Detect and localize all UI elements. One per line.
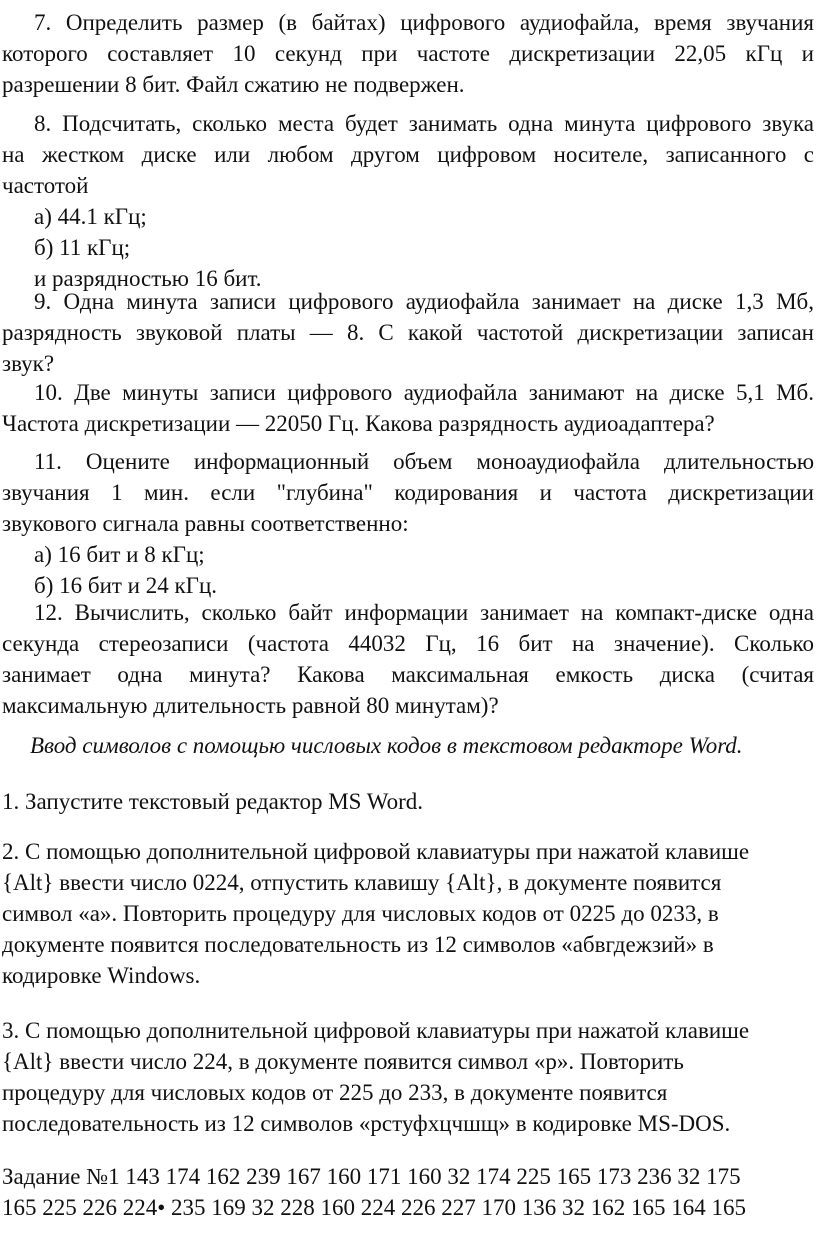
task-11: [2, 446, 814, 601]
task-11-line-1: 11. Оцените информационный объем моноаудиофайла длительностью: [34, 449, 814, 474]
task-9-line-1: 9. Одна минута записи цифрового аудиофайла занимает на диске 1,3 Мб,: [34, 289, 814, 314]
task-8-option-a: а) 44.1 кГц;: [34, 204, 147, 229]
assignment-line-1: Задание №1 143 174 162 239 167 160 171 160 32 174 225 165 173 236 32 175: [2, 1164, 741, 1189]
task-7: [2, 7, 814, 100]
assignment-line-2: 165 225 226 224• 235 169 32 228 160 224 226 227 170 136 32 162 165 164 165: [2, 1195, 747, 1220]
assignment: [2, 1161, 814, 1223]
step-3-line-4: последовательность из 12 символов «рстуфхцчшщ» в кодировке MS-DOS.: [2, 1111, 731, 1136]
step-1: [2, 786, 814, 817]
task-11-option-a: а) 16 бит и 8 кГц;: [34, 542, 205, 567]
section-title: Ввод символов с помощью числовых кодов в текстовом редакторе Word.: [30, 733, 743, 758]
task-10-line-1: 10. Две минуты записи цифрового аудиофайла занимают на диске 5,1 Мб.: [34, 380, 814, 405]
step-2-line-5: кодировке Windows.: [2, 963, 201, 988]
task-12-line-1: 12. Вычислить, сколько байт информации занимает на компакт-диске одна: [34, 600, 814, 625]
task-9-line-2: разрядность звуковой платы — 8. С какой частотой дискретизации записан: [2, 320, 814, 345]
task-8: [2, 108, 814, 294]
task-10-line-2: Частота дискретизации — 22050 Гц. Какова разрядность аудиоадаптера?: [2, 411, 715, 436]
step-3-line-3: процедуру для числовых кодов от 225 до 233, в документе появится: [2, 1080, 668, 1105]
task-8-option-b: б) 11 кГц;: [34, 235, 131, 260]
task-8-line-3: частотой: [2, 173, 89, 198]
step-2-line-3: символ «а». Повторить процедуру для числовых кодов от 0225 до 0233, в: [2, 901, 719, 926]
task-7-line-3: разрешении 8 бит. Файл сжатию не подвержен.: [2, 72, 465, 97]
task-10: [2, 377, 814, 439]
task-11-line-3: звукового сигнала равны соответственно:: [2, 511, 409, 536]
task-12-line-4: максимальную длительность равной 80 минутам)?: [2, 693, 499, 718]
task-8-line-2: на жестком диске или любом другом цифровом носителе, записанного с: [2, 142, 814, 167]
step-2-line-2: {Alt} ввести число 0224, отпустить клавишу {Alt}, в документе появится: [2, 870, 722, 895]
step-3-line-1: 3. С помощью дополнительной цифровой клавиатуры при нажатой клавише: [2, 1018, 750, 1043]
task-8-line-6: и разрядностью 16 бит.: [34, 266, 262, 291]
task-12: [2, 597, 814, 721]
step-2: [2, 836, 814, 991]
task-9-line-3: звук?: [2, 351, 55, 376]
task-12-line-2: секунда стереозаписи (частота 44032 Гц, 16 бит на значение). Сколько: [2, 631, 814, 656]
task-7-line-1: 7. Определить размер (в байтах) цифрового аудиофайла, время звучания: [34, 10, 814, 35]
step-1-line-1: 1. Запустите текстовый редактор MS Word.: [2, 789, 424, 814]
task-12-line-3: занимает одна минута? Какова максимальная емкость диска (считая: [2, 662, 814, 687]
task-11-option-b: б) 16 бит и 24 кГц.: [34, 573, 218, 598]
task-11-line-2: звучания 1 мин. если "глубина" кодирования и частота дискретизации: [2, 480, 814, 505]
step-2-line-4: документе появится последовательность из 12 символов «абвгдежзий» в: [2, 932, 714, 957]
task-8-line-1: 8. Подсчитать, сколько места будет занимать одна минута цифрового звука: [34, 111, 814, 136]
step-2-line-1: 2. С помощью дополнительной цифровой клавиатуры при нажатой клавише: [2, 839, 750, 864]
task-9: [2, 286, 814, 379]
step-3: [2, 1015, 814, 1139]
step-3-line-2: {Alt} ввести число 224, в документе появится символ «р». Повторить: [2, 1049, 684, 1074]
task-7-line-2: которого составляет 10 секунд при частоте дискретизации 22,05 кГц и: [2, 41, 814, 66]
